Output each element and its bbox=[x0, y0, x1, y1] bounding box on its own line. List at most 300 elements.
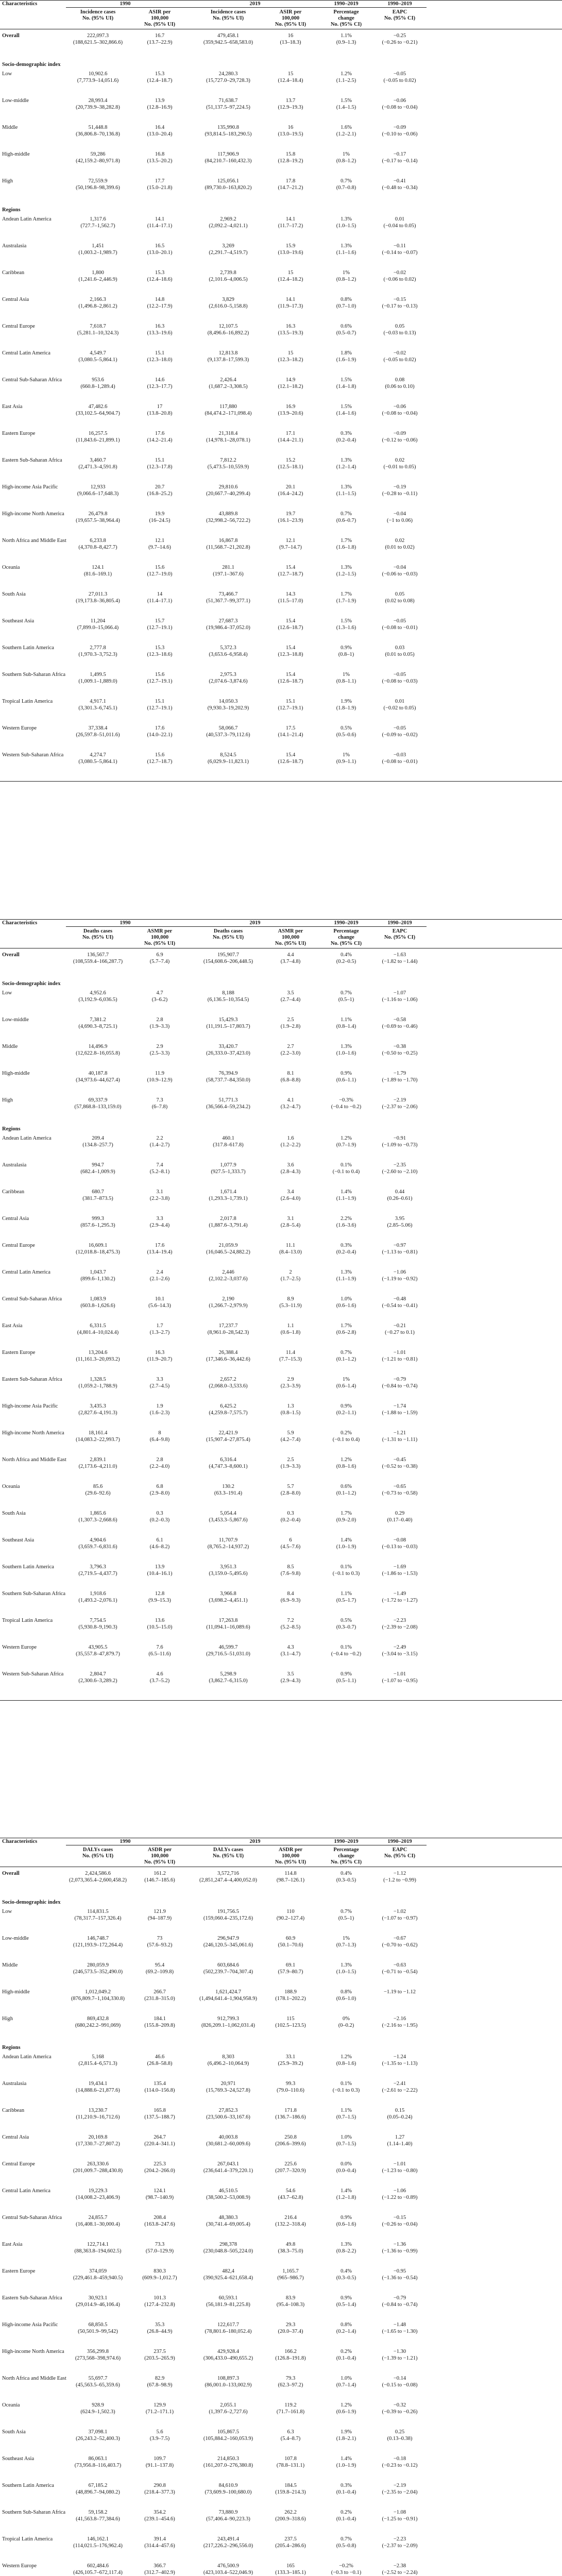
cell-c5-value: 0.6% bbox=[340, 324, 352, 329]
header-col3: Incidence cases bbox=[210, 9, 246, 15]
row-label: Low-middle bbox=[2, 1936, 29, 1941]
cell-c6-interval: (−1.31 to −1.11) bbox=[382, 1437, 418, 1443]
cell-c3-value: 26,388.4 bbox=[218, 1350, 238, 1355]
cell-c5-interval: (1.0–1.5) bbox=[336, 1969, 356, 1975]
cell-c6-interval: (−0.73 to −0.58) bbox=[382, 1490, 418, 1496]
cell-c1-interval: (4,370.8–8,427.7) bbox=[78, 545, 117, 550]
cell-c5-interval: (1.6–1.9) bbox=[336, 357, 356, 363]
cell-c3-value: 281.1 bbox=[222, 565, 234, 570]
cell-c4-interval: (14.4–21.1) bbox=[278, 437, 303, 443]
cell-c5-value: 0.9% bbox=[340, 645, 352, 651]
header-year-2019: 2019 bbox=[249, 1839, 261, 1844]
cell-c5-interval: (0.8–1.2) bbox=[336, 158, 356, 164]
cell-c6-interval: (−0.01 to 0.05) bbox=[383, 464, 416, 470]
header-col4: ASMR per bbox=[278, 928, 303, 934]
cell-c5-interval: (0.9–1.1) bbox=[336, 759, 356, 765]
cell-c5-interval: (0.6–1.6) bbox=[336, 1303, 356, 1309]
cell-c5-interval: (0.5–1.1) bbox=[336, 1678, 356, 1684]
cell-c4-value: 6 bbox=[289, 1537, 292, 1543]
cell-c6-interval: (−0.50 to −0.25) bbox=[382, 1050, 418, 1056]
cell-c4-value: 7.2 bbox=[287, 1618, 294, 1623]
cell-c2-value: 184.1 bbox=[154, 2016, 166, 2022]
row-label: Australasia bbox=[2, 2081, 27, 2087]
cell-c5-value: 0.7% bbox=[340, 1909, 352, 1914]
cell-c6-value: −0.63 bbox=[393, 1962, 406, 1968]
cell-c4-value: 15.9 bbox=[285, 243, 296, 249]
row-label: Eastern Sub-Saharan Africa bbox=[2, 2295, 62, 2301]
table-row bbox=[0, 1537, 562, 1553]
cell-c1-interval: (188,621.5–302,866.6) bbox=[73, 40, 123, 45]
cell-c4-interval: (12.7–18.7) bbox=[278, 571, 303, 577]
cell-c6-value: −1.06 bbox=[393, 1269, 406, 1275]
cell-c5-interval: (0.6–1.6) bbox=[336, 2222, 356, 2227]
cell-c4-value: 16.3 bbox=[285, 324, 296, 329]
header-top-rule bbox=[0, 919, 562, 920]
cell-c5-value: 1% bbox=[343, 752, 350, 758]
cell-c6-value: −2.19 bbox=[393, 2483, 406, 2488]
cell-c5-value: 0.8% bbox=[340, 297, 352, 302]
cell-c5-value: 1.3% bbox=[340, 1044, 352, 1049]
header-col6: EAPC bbox=[392, 928, 407, 934]
row-label: South Asia bbox=[2, 591, 26, 597]
cell-c2-interval: (218.4–377.3) bbox=[144, 2489, 175, 2495]
cell-c4-interval: (38.3–75.0) bbox=[278, 2248, 303, 2254]
header-span-eapc: 1990–2019 bbox=[387, 1839, 412, 1844]
header-col4-sub: 100,000 bbox=[281, 1853, 300, 1859]
cell-c5-interval: (0.7–1.4) bbox=[336, 2382, 356, 2388]
cell-c3-value: 298,378 bbox=[219, 2242, 237, 2247]
cell-c1-interval: (33,102.5–64,904.7) bbox=[76, 411, 120, 416]
cell-c1-interval: (273,568–398,974.6) bbox=[75, 2355, 121, 2361]
cell-c6-value: −2.35 bbox=[393, 1162, 406, 1168]
header-col6: EAPC bbox=[392, 1847, 407, 1853]
cell-c2-interval: (12.3–17.7) bbox=[147, 384, 173, 389]
cell-c2-value: 10.1 bbox=[155, 1296, 165, 1302]
cell-c1-interval: (727.7–1,562.7) bbox=[80, 223, 115, 229]
cell-c6-interval: (−1.07 to −0.95) bbox=[382, 1678, 418, 1684]
table-end-rule bbox=[0, 1700, 562, 1701]
cell-c1-interval: (78,317.7–157,326.4) bbox=[74, 1916, 122, 1921]
cell-c6-interval: (−0.06 to 0.02) bbox=[383, 277, 416, 282]
table-row bbox=[0, 1511, 562, 1526]
cell-c4-interval: (1.7–2.5) bbox=[280, 1276, 301, 1282]
cell-c5-interval: (1.1–1.5) bbox=[336, 491, 356, 497]
cell-c2-interval: (2.7–4.5) bbox=[149, 1383, 170, 1389]
cell-c6-interval: (−0.09 to −0.02) bbox=[382, 732, 418, 738]
cell-c3-value: 5,298.9 bbox=[220, 1671, 236, 1677]
header-col5-sub2: No. (95% CI) bbox=[330, 1859, 362, 1865]
cell-c4-interval: (4.2–7.4) bbox=[280, 1437, 301, 1443]
cell-c2-interval: (5.6–14.3) bbox=[148, 1303, 171, 1309]
cell-c5-interval: (0.2–0.4) bbox=[336, 1249, 356, 1255]
cell-c3-interval: (40,537.3–79,112.6) bbox=[206, 732, 250, 738]
table-row bbox=[0, 2268, 562, 2284]
cell-c1-value: 1,043.7 bbox=[90, 1269, 106, 1275]
cell-c2-value: 13.6 bbox=[155, 1618, 165, 1623]
cell-c1-value: 222,097.3 bbox=[87, 33, 109, 39]
row-label: Middle bbox=[2, 1044, 18, 1049]
cell-c2-interval: (1.3–2.7) bbox=[149, 1330, 170, 1335]
cell-c2-value: 15.1 bbox=[155, 457, 165, 463]
row-label: Southeast Asia bbox=[2, 2456, 35, 2462]
cell-c4-value: 3.4 bbox=[287, 1189, 294, 1195]
cell-c4-interval: (965–986.7) bbox=[277, 2275, 304, 2281]
cell-c2-value: 6.8 bbox=[156, 1484, 163, 1489]
cell-c4-interval: (16.1–23.9) bbox=[278, 518, 303, 523]
cell-c4-interval: (2.7–4.4) bbox=[280, 997, 301, 1003]
cell-c2-interval: (220.4–341.1) bbox=[144, 2141, 175, 2147]
cell-c3-value: 3,269 bbox=[222, 243, 234, 249]
row-label: Andean Latin America bbox=[2, 2054, 52, 2060]
cell-c4-interval: (133.3–185.1) bbox=[275, 2570, 306, 2575]
cell-c2-value: 14 bbox=[157, 591, 163, 597]
cell-c2-interval: (26.8–58.8) bbox=[147, 2061, 173, 2066]
table-row bbox=[0, 1136, 562, 1151]
cell-c5-interval: (0.9–2.0) bbox=[336, 1517, 356, 1523]
cell-c6-interval: (−1.25 to −0.91) bbox=[382, 2516, 418, 2522]
cell-c4-interval: (0.8–1.5) bbox=[280, 1410, 301, 1416]
row-label: Australasia bbox=[2, 1162, 27, 1168]
cell-c1-interval: (201,009.7–288,430.8) bbox=[73, 2168, 123, 2174]
cell-c4-interval: (7.6–9.8) bbox=[280, 1571, 301, 1577]
cell-c5-interval: (0.0–0.4) bbox=[336, 2168, 356, 2174]
cell-c1-value: 6,233.8 bbox=[90, 538, 106, 544]
cell-c3-interval: (826,209.1–1,062,031.4) bbox=[201, 2023, 256, 2028]
cell-c2-value: 161.2 bbox=[154, 1871, 166, 1876]
row-label: Eastern Europe bbox=[2, 2268, 36, 2274]
cell-c6-interval: (−0.14 to −0.07) bbox=[382, 250, 418, 256]
table-row bbox=[0, 1071, 562, 1086]
table-row bbox=[0, 270, 562, 285]
header-col6-sub: No. (95% CI) bbox=[384, 1853, 416, 1859]
cell-c4-value: 60.9 bbox=[285, 1936, 296, 1941]
cell-c1-interval: (5,281.1–10,324.3) bbox=[77, 330, 119, 336]
row-label: East Asia bbox=[2, 404, 23, 410]
cell-c3-value: 135,990.8 bbox=[217, 125, 239, 130]
row-label: High-income Asia Pacific bbox=[2, 484, 58, 490]
cell-c6-interval: (−0.70 to −0.62) bbox=[382, 1942, 418, 1948]
cell-c5-value: 0.1% bbox=[340, 1645, 352, 1650]
cell-c3-value: 2,657.2 bbox=[220, 1377, 236, 1382]
cell-c1-value: 11,204 bbox=[90, 618, 106, 624]
cell-c1-value: 37,098.1 bbox=[88, 2429, 108, 2435]
cell-c3-value: 12,813.8 bbox=[218, 350, 238, 356]
cell-c2-interval: (609.9–1,012.7) bbox=[142, 2275, 177, 2281]
cell-c6-value: −1.07 bbox=[393, 990, 406, 996]
cell-c1-interval: (121,193.9–172,264.4) bbox=[73, 1942, 123, 1948]
table-row bbox=[0, 350, 562, 366]
row-label: Tropical Latin America bbox=[2, 1618, 53, 1623]
cell-c1-value: 18,161.4 bbox=[88, 1430, 108, 1436]
cell-c2-interval: (13.8–20.8) bbox=[147, 411, 173, 416]
cell-c1-interval: (19,173.8–36,805.4) bbox=[76, 598, 120, 604]
cell-c5-value: 0.3% bbox=[340, 2483, 352, 2488]
cell-c5-interval: (0.2–1.4) bbox=[336, 2329, 356, 2334]
cell-c3-interval: (93,814.5–183,290.5) bbox=[205, 131, 252, 137]
cell-c5-value: 0.9% bbox=[340, 2215, 352, 2221]
cell-c2-value: 20.7 bbox=[155, 484, 165, 490]
cell-c1-value: 20,169.8 bbox=[88, 2134, 108, 2140]
table-row bbox=[0, 2054, 562, 2070]
cell-c2-value: 2.8 bbox=[156, 1017, 163, 1023]
cell-c2-interval: (155.8–209.8) bbox=[144, 2023, 175, 2028]
cell-c5-interval: (0–0.2) bbox=[338, 2023, 354, 2028]
cell-c2-interval: (114.0–156.8) bbox=[144, 2088, 175, 2093]
table-row bbox=[0, 1269, 562, 1285]
header-col4-sub: 100,000 bbox=[281, 15, 300, 21]
cell-c5-value: 1.3% bbox=[340, 457, 352, 463]
cell-c3-value: 476,500.9 bbox=[217, 2563, 239, 2569]
row-label: High-income North America bbox=[2, 2349, 64, 2354]
row-label: Southeast Asia bbox=[2, 618, 35, 624]
cell-c1-interval: (229,461.8–459,940.5) bbox=[73, 2275, 123, 2281]
row-label: Western Europe bbox=[2, 2563, 37, 2569]
cell-c5-interval: (0.5–0.7) bbox=[336, 330, 356, 336]
cell-c1-value: 2,804.7 bbox=[90, 1671, 106, 1677]
cell-c3-value: 73,466.7 bbox=[218, 591, 238, 597]
cell-c2-interval: (2.9–4.4) bbox=[149, 1223, 170, 1228]
cell-c4-value: 49.8 bbox=[285, 2242, 296, 2247]
row-label: Central Sub-Saharan Africa bbox=[2, 377, 62, 383]
table-row bbox=[0, 645, 562, 660]
cell-c1-value: 1,317.6 bbox=[90, 216, 106, 222]
row-label: Central Europe bbox=[2, 2161, 35, 2167]
cell-c1-interval: (12,018.8–18,475.3) bbox=[76, 1249, 120, 1255]
cell-c5-interval: (0.2–0.5) bbox=[336, 959, 356, 964]
cell-c2-value: 3.3 bbox=[156, 1216, 163, 1222]
cell-c1-interval: (3,080.5–5,864.1) bbox=[78, 357, 117, 363]
cell-c5-value: 1.3% bbox=[340, 484, 352, 490]
cell-c3-interval: (6,136.5–10,354.5) bbox=[207, 997, 249, 1003]
cell-c2-value: 1.7 bbox=[156, 1323, 163, 1329]
cell-c5-value: 1.2% bbox=[340, 1457, 352, 1463]
cell-c5-interval: (0.6–1.1) bbox=[336, 1077, 356, 1083]
cell-c3-value: 2,190 bbox=[222, 1296, 234, 1302]
cell-c4-value: 184.5 bbox=[284, 2483, 297, 2488]
cell-c5-interval: (0.1–1.2) bbox=[336, 1357, 356, 1362]
header-col2-sub: 100,000 bbox=[150, 15, 169, 21]
cell-c3-value: 3,966.8 bbox=[220, 1591, 236, 1597]
cell-c5-value: 1.9% bbox=[340, 2429, 352, 2435]
cell-c2-interval: (13.7–22.9) bbox=[147, 40, 173, 45]
cell-c6-interval: (−2.61 to −2.22) bbox=[382, 2088, 418, 2093]
cell-c4-interval: (2.2–3.0) bbox=[280, 1050, 301, 1056]
cell-c1-value: 869,432.8 bbox=[87, 2016, 109, 2022]
cell-c5-interval: (−0.1 to 0.3) bbox=[332, 2088, 360, 2093]
cell-c1-interval: (2,471.3–4,591.8) bbox=[78, 464, 117, 470]
cell-c1-interval: (36,806.8–70,136.8) bbox=[76, 131, 120, 137]
cell-c6-interval: (−0.04 to 0.05) bbox=[383, 223, 416, 229]
cell-c2-interval: (12.4–18.7) bbox=[147, 78, 173, 83]
cell-c4-interval: (62.3–97.2) bbox=[278, 2382, 303, 2388]
row-label: High-middle bbox=[2, 1071, 30, 1076]
table-row bbox=[0, 1377, 562, 1392]
cell-c2-interval: (239.1–454.6) bbox=[144, 2516, 175, 2522]
cell-c2-interval: (3.9–7.5) bbox=[149, 2436, 170, 2442]
cell-c2-value: 17.7 bbox=[155, 178, 165, 184]
cell-c1-value: 16,609.1 bbox=[88, 1243, 108, 1248]
table-row bbox=[0, 2188, 562, 2204]
cell-c6-interval: (−0.02 to 0.05) bbox=[383, 705, 416, 711]
cell-c2-interval: (203.5–265.9) bbox=[144, 2355, 175, 2361]
cell-c6-interval: (0.17–0.40) bbox=[387, 1517, 413, 1523]
cell-c5-value: 1.7% bbox=[340, 1323, 352, 1329]
cell-c2-value: 0.3 bbox=[156, 1511, 163, 1516]
cell-c4-interval: (11.5–17.0) bbox=[278, 598, 303, 604]
cell-c5-value: 1.2% bbox=[340, 2054, 352, 2060]
cell-c5-value: 0.3% bbox=[340, 431, 352, 436]
cell-c2-interval: (13.4–19.4) bbox=[147, 1249, 173, 1255]
cell-c4-interval: (14.7–21.2) bbox=[278, 185, 303, 191]
cell-c4-interval: (205.4–286.6) bbox=[275, 2543, 306, 2549]
cell-c4-interval: (78.8–131.1) bbox=[276, 2463, 305, 2468]
cell-c5-value: 1.0% bbox=[340, 2134, 352, 2140]
cell-c3-interval: (359,942.5–658,583.0) bbox=[203, 40, 253, 45]
cell-c5-value: 1% bbox=[343, 672, 350, 677]
cell-c4-interval: (102.5–123.5) bbox=[275, 2023, 306, 2028]
cell-c5-value: 1.1% bbox=[340, 1017, 352, 1023]
cell-c6-value: 0.29 bbox=[395, 1511, 405, 1516]
cell-c4-interval: (3.7–4.8) bbox=[280, 959, 301, 964]
cell-c1-value: 356,299.8 bbox=[87, 2349, 109, 2354]
cell-c5-value: 1.6% bbox=[340, 125, 352, 130]
cell-c2-value: 73.3 bbox=[155, 2242, 165, 2247]
cell-c4-interval: (1.9–3.3) bbox=[280, 1464, 301, 1469]
cell-c3-interval: (1,266.7–2,979.9) bbox=[209, 1303, 248, 1309]
cell-c6-interval: (−2.16 to −1.95) bbox=[382, 2023, 418, 2028]
cell-c4-value: 3.5 bbox=[287, 1671, 294, 1677]
cell-c2-value: 109.7 bbox=[154, 2456, 166, 2462]
cell-c4-interval: (12.6–18.7) bbox=[278, 625, 303, 631]
header-mid-rule bbox=[66, 926, 427, 927]
cell-c2-interval: (12.7–19.0) bbox=[147, 571, 173, 577]
cell-c3-value: 48,380.3 bbox=[218, 2215, 238, 2221]
cell-c6-interval: (0.02 to 0.08) bbox=[385, 598, 415, 604]
cell-c4-value: 15.4 bbox=[285, 752, 296, 758]
table-row bbox=[0, 1645, 562, 1660]
header-span-eapc: 1990–2019 bbox=[387, 1, 412, 7]
cell-c4-value: 14.1 bbox=[285, 216, 296, 222]
cell-c6-value: −1.02 bbox=[393, 1909, 406, 1914]
cell-c4-interval: (12.4–18.2) bbox=[278, 277, 303, 282]
cell-c4-interval: (12.3–18.2) bbox=[278, 357, 303, 363]
cell-c4-value: 1.6 bbox=[287, 1136, 294, 1141]
cell-c2-interval: (16.8–25.2) bbox=[147, 491, 173, 497]
cell-c2-interval: (10.4–16.1) bbox=[147, 1571, 173, 1577]
cell-c3-value: 130.2 bbox=[222, 1484, 234, 1489]
cell-c2-value: 15.3 bbox=[155, 71, 165, 77]
cell-c2-value: 16.8 bbox=[155, 151, 165, 157]
cell-c1-interval: (2,173.6–4,211.0) bbox=[78, 1464, 117, 1469]
cell-c6-interval: (−0.05 to 0.02) bbox=[383, 78, 416, 83]
cell-c6-value: −2.38 bbox=[393, 2563, 406, 2569]
cell-c1-value: 994.7 bbox=[92, 1162, 104, 1168]
cell-c6-interval: (−1.2 to −0.99) bbox=[383, 1877, 416, 1883]
cell-c6-interval: (0.06 to 0.10) bbox=[385, 384, 415, 389]
cell-c1-value: 59,286 bbox=[90, 151, 106, 157]
header-col1-sub: No. (95% UI) bbox=[82, 935, 114, 940]
cell-c3-interval: (2,068.0–3,533.6) bbox=[209, 1383, 248, 1389]
cell-c1-value: 4,274.7 bbox=[90, 752, 106, 758]
cell-c1-interval: (1,307.3–2,668.6) bbox=[78, 1517, 117, 1523]
section-title: Socio-demographic index bbox=[2, 981, 61, 987]
cell-c3-interval: (6,029.9–11,823.1) bbox=[207, 759, 249, 765]
cell-c5-value: 1.4% bbox=[340, 1189, 352, 1195]
cell-c3-interval: (84,210.7–160,432.3) bbox=[205, 158, 252, 164]
row-label: Australasia bbox=[2, 243, 27, 249]
cell-c4-interval: (13.0–19.5) bbox=[278, 131, 303, 137]
cell-c6-value: 3.95 bbox=[395, 1216, 405, 1222]
cell-c3-interval: (73,609.9–100,680.0) bbox=[205, 2489, 252, 2495]
cell-c3-value: 6,425.2 bbox=[220, 1403, 236, 1409]
cell-c4-interval: (12.8–19.2) bbox=[278, 158, 303, 164]
cell-c3-value: 429,928.4 bbox=[217, 2349, 239, 2354]
cell-c3-interval: (5,473.5–10,559.9) bbox=[207, 464, 249, 470]
cell-c5-value: 1.5% bbox=[340, 404, 352, 410]
cell-c5-value: 1.8% bbox=[340, 350, 352, 356]
cell-c2-value: 225.3 bbox=[154, 2161, 166, 2167]
cell-c3-interval: (20,667.7–40,299.4) bbox=[206, 491, 250, 497]
cell-c2-value: 15.7 bbox=[155, 618, 165, 624]
cell-c4-value: 2.5 bbox=[287, 1457, 294, 1463]
cell-c6-value: −1.30 bbox=[393, 2349, 406, 2354]
row-label: Low-middle bbox=[2, 98, 29, 104]
cell-c4-interval: (11.9–17.3) bbox=[278, 303, 303, 309]
row-label: Southern Latin America bbox=[2, 2483, 54, 2488]
table-row bbox=[0, 538, 562, 553]
cell-c6-interval: (0.01 to 0.02) bbox=[385, 545, 415, 550]
cell-c4-value: 237.5 bbox=[284, 2536, 297, 2542]
cell-c1-interval: (114,021.5–176,962.4) bbox=[73, 2543, 123, 2549]
cell-c2-interval: (127.4–232.8) bbox=[144, 2302, 175, 2308]
cell-c4-value: 14.3 bbox=[285, 591, 296, 597]
cell-c4-value: 15.4 bbox=[285, 645, 296, 651]
header-col4: ASDR per bbox=[278, 1847, 303, 1853]
section-title: Socio-demographic index bbox=[2, 62, 61, 67]
row-label: Central Latin America bbox=[2, 2188, 50, 2194]
header-col4: ASIR per bbox=[279, 9, 302, 15]
cell-c6-interval: (0.01 to 0.05) bbox=[385, 652, 415, 657]
header-col5: Percentage bbox=[333, 928, 359, 934]
row-label: Overall bbox=[2, 952, 20, 958]
cell-c6-value: −0.09 bbox=[393, 431, 406, 436]
cell-c4-interval: (13.9–20.6) bbox=[278, 411, 303, 416]
cell-c5-value: 1.5% bbox=[340, 98, 352, 104]
cell-c4-value: 3.1 bbox=[287, 1216, 294, 1222]
table-row bbox=[0, 752, 562, 768]
header-span-percentage: 1990–2019 bbox=[334, 1839, 359, 1844]
table-row bbox=[0, 1097, 562, 1113]
cell-c3-interval: (3,698.2–4,451.1) bbox=[209, 1598, 248, 1603]
cell-c4-value: 17.5 bbox=[285, 725, 296, 731]
cell-c3-interval: (3,653.6–6,958.4) bbox=[209, 652, 248, 657]
cell-c3-value: 195,907.7 bbox=[217, 952, 239, 958]
cell-c4-value: 15 bbox=[287, 350, 294, 356]
cell-c4-value: 4.1 bbox=[287, 1097, 294, 1103]
cell-c6-interval: (−0.13 to −0.03) bbox=[382, 1544, 418, 1550]
cell-c6-interval: (−0.08 to −0.04) bbox=[382, 105, 418, 110]
cell-c4-interval: (2.3–3.9) bbox=[280, 1383, 301, 1389]
row-label: Tropical Latin America bbox=[2, 2536, 53, 2542]
table-row bbox=[0, 2081, 562, 2096]
cell-c3-value: 267,043.1 bbox=[217, 2161, 239, 2167]
cell-c4-interval: (6.9–9.3) bbox=[280, 1598, 301, 1603]
cell-c5-value: 0.7% bbox=[340, 511, 352, 517]
cell-c1-value: 1,012,049.2 bbox=[85, 1989, 111, 1995]
cell-c1-value: 30,923.1 bbox=[88, 2295, 108, 2301]
cell-c2-interval: (2.1–2.6) bbox=[149, 1276, 170, 1282]
cell-c4-interval: (136.7–186.6) bbox=[275, 2114, 306, 2120]
